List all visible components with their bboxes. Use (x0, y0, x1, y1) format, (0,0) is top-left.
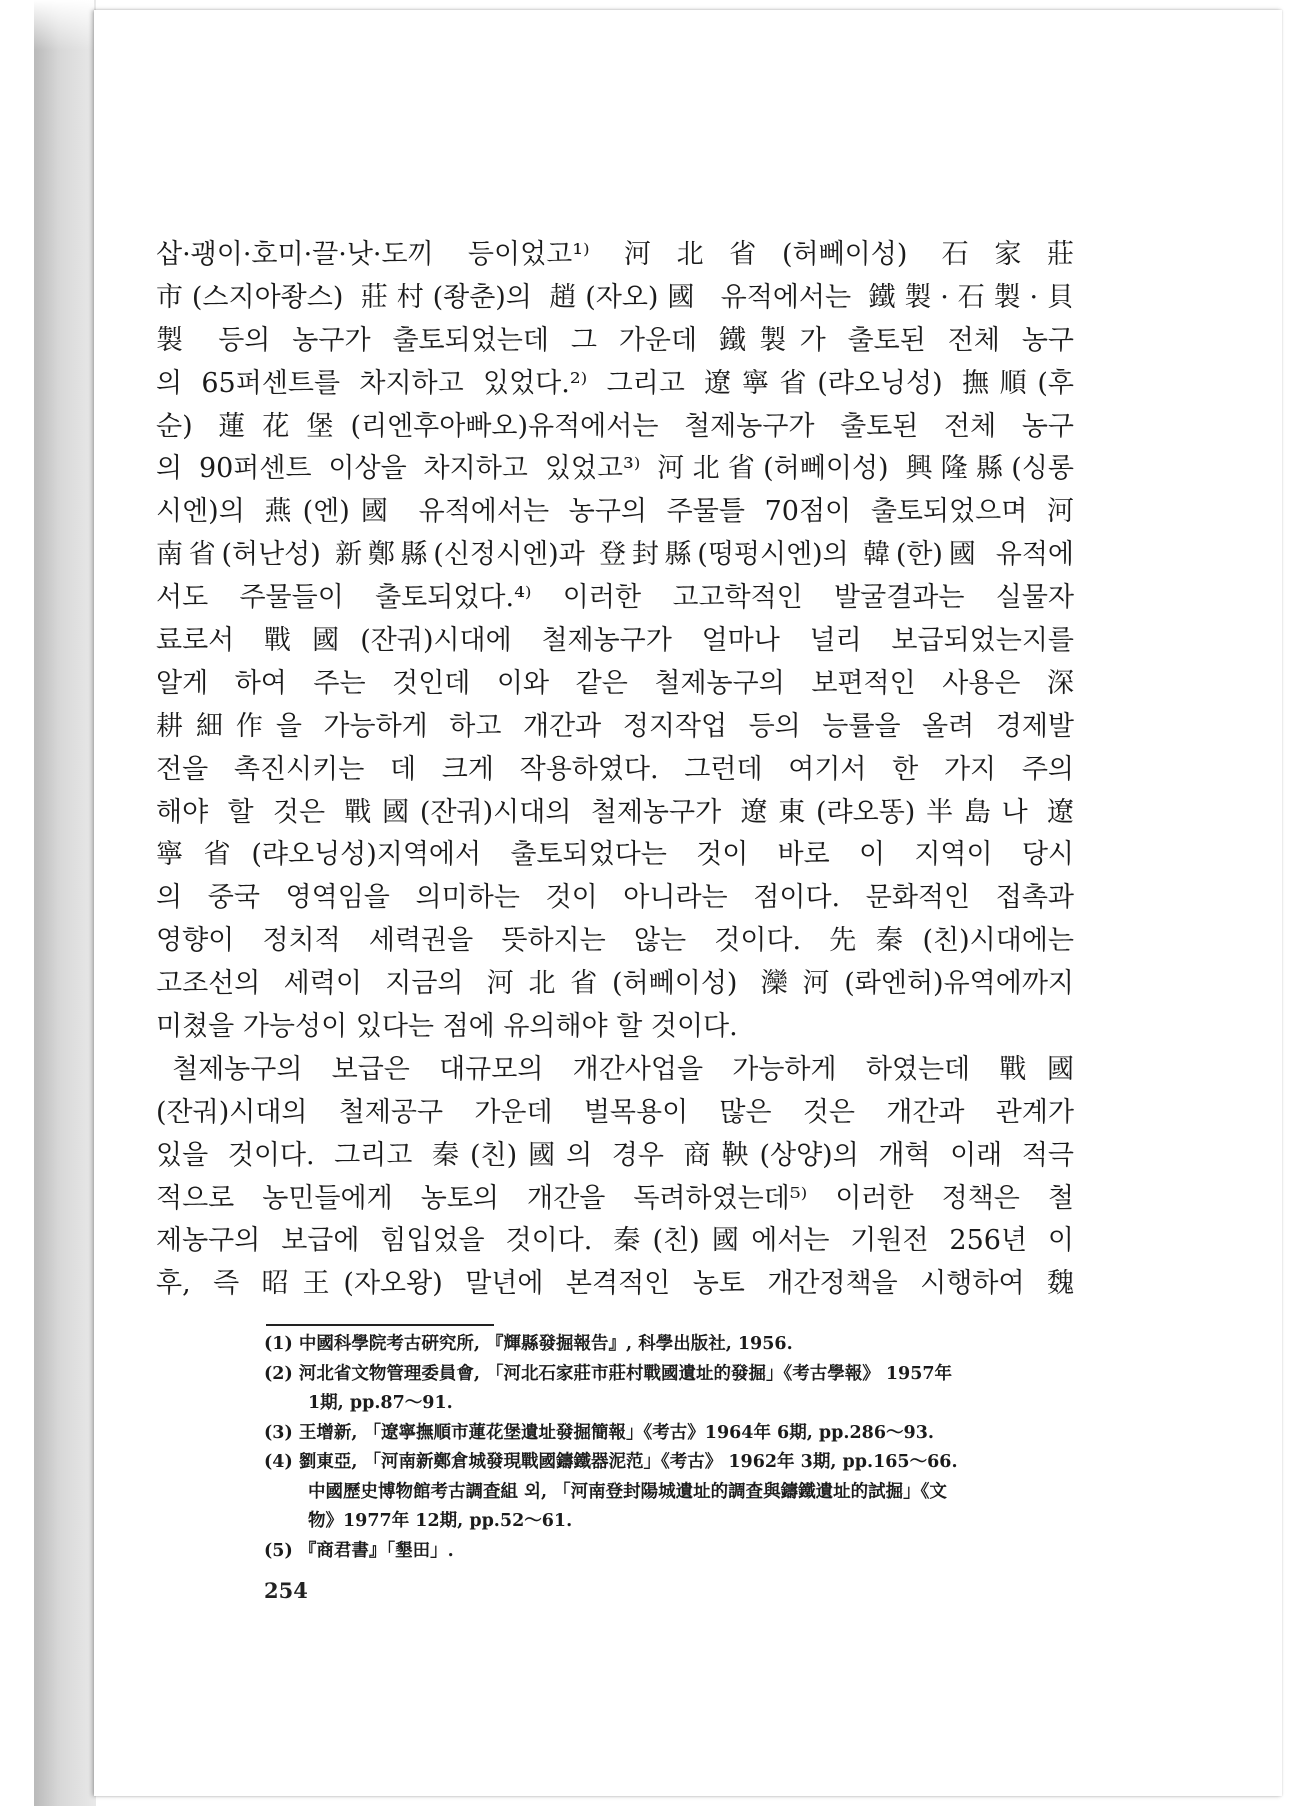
footnote-continuation: 物》1977年 12期, pp.52～61. (308, 1511, 573, 1531)
body-line: 료로서 戰國(잔궈)시대에 철제농구가 얼마나 널리 보급되었는지를 (156, 625, 1074, 657)
body-line: 시엔)의 燕(엔)國 유적에서는 농구의 주물틀 70점이 출토되었으며 河 (156, 496, 1074, 528)
body-line: 製 등의 농구가 출토되었는데 그 가운데 鐵製가 출토된 전체 농구 (156, 324, 1074, 356)
body-line: 의 65퍼센트를 차지하고 있었다.²⁾ 그리고 遼寧省(랴오닝성) 撫順(후 (156, 367, 1074, 399)
body-line: 전을 촉진시키는 데 크게 작용하였다. 그런데 여기서 한 가지 주의 (156, 753, 1074, 785)
body-line: 耕細作을 가능하게 하고 개간과 정지작업 등의 능률을 올려 경제발 (156, 710, 1074, 742)
footnote-continuation: 中國歷史博物館考古調査組 외, 「河南登封陽城遺址的調査與鑄鐵遺址的試掘」《文 (308, 1481, 947, 1502)
footnote-rule (266, 1324, 494, 1326)
footnote: (3) 王增新, 「遼寧撫順市蓮花堡遺址發掘簡報」《考古》1964年 6期, pp.286～93. (264, 1422, 934, 1443)
footnote: (5) 『商君書』「墾田」. (264, 1540, 454, 1561)
body-line: 의 중국 영역임을 의미하는 것이 아니라는 점이다. 문화적인 접촉과 (156, 882, 1074, 914)
body-line: 市(스지아좡스) 莊村(좡춘)의 趙(자오)國 유적에서는 鐵製·石製·貝 (156, 281, 1074, 313)
page-number: 254 (264, 1578, 308, 1603)
body-line: 영향이 정치적 세력권을 뜻하지는 않는 것이다. 先秦(친)시대에는 (156, 925, 1074, 957)
footnote-continuation: 1期, pp.87～91. (308, 1393, 453, 1413)
footnote: (2) 河北省文物管理委員會, 「河北石家莊市莊村戰國遺址的發掘」《考古學報》 1957年 (264, 1363, 953, 1384)
body-text (156, 234, 1074, 1306)
body-line: 제농구의 보급에 힘입었을 것이다. 秦(친)國에서는 기원전 256년 이 (156, 1225, 1074, 1257)
book-spine-highlight (34, 0, 94, 50)
footnote: (1) 中國科學院考古硏究所, 『輝縣發掘報告』, 科學出版社, 1956. (264, 1334, 793, 1354)
body-line: 적으로 농민들에게 농토의 개간을 독려하였는데⁵⁾ 이러한 정책은 철 (156, 1182, 1074, 1214)
book-spine (34, 0, 96, 1806)
body-line: 삽·괭이·호미·끌·낫·도끼 등이었고¹⁾ 河北省(허뻬이성) 石家莊 (156, 239, 1074, 270)
body-line: 해야 할 것은 戰國(잔궈)시대의 철제농구가 遼東(랴오똥)半島나 遼 (156, 796, 1074, 828)
body-line: 후, 즉 昭王(자오왕) 말년에 본격적인 농토 개간정책을 시행하여 魏 (156, 1268, 1074, 1300)
body-line: 알게 하여 주는 것인데 이와 같은 철제농구의 보편적인 사용은 深 (156, 667, 1074, 699)
body-line: (잔궈)시대의 철제공구 가운데 벌목용이 많은 것은 개간과 관계가 (156, 1096, 1074, 1128)
body-line-para-start: 철제농구의 보급은 대규모의 개간사업을 가능하게 하였는데 戰國 (172, 1053, 1074, 1085)
body-line: 寧省(랴오닝성)지역에서 출토되었다는 것이 바로 이 지역이 당시 (156, 839, 1074, 871)
body-line: 있을 것이다. 그리고 秦(친)國의 경우 商鞅(상양)의 개혁 이래 적극 (156, 1139, 1074, 1171)
footnotes (264, 1330, 1084, 1566)
body-line: 南省(허난성) 新鄭縣(신정시엔)과 登封縣(떵펑시엔)의 韓(한)國 유적에 (156, 539, 1074, 571)
body-line: 미쳤을 가능성이 있다는 점에 유의해야 할 것이다. (156, 1011, 738, 1043)
body-line: 고조선의 세력이 지금의 河北省(허뻬이성) 灤河(롸엔허)유역에까지 (156, 968, 1074, 1000)
body-line: 순) 蓮花堡(리엔후아빠오)유적에서는 철제농구가 출토된 전체 농구 (156, 410, 1074, 442)
body-line: 서도 주물들이 출토되었다.⁴⁾ 이러한 고고학적인 발굴결과는 실물자 (156, 582, 1074, 614)
footnote: (4) 劉東亞, 「河南新鄭倉城發現戰國鑄鐵器泥范」《考古》 1962年 3期, pp.165～66. (264, 1452, 958, 1472)
body-line: 의 90퍼센트 이상을 차지하고 있었고³⁾ 河北省(허뻬이성) 興隆縣(싱롱 (156, 453, 1074, 485)
